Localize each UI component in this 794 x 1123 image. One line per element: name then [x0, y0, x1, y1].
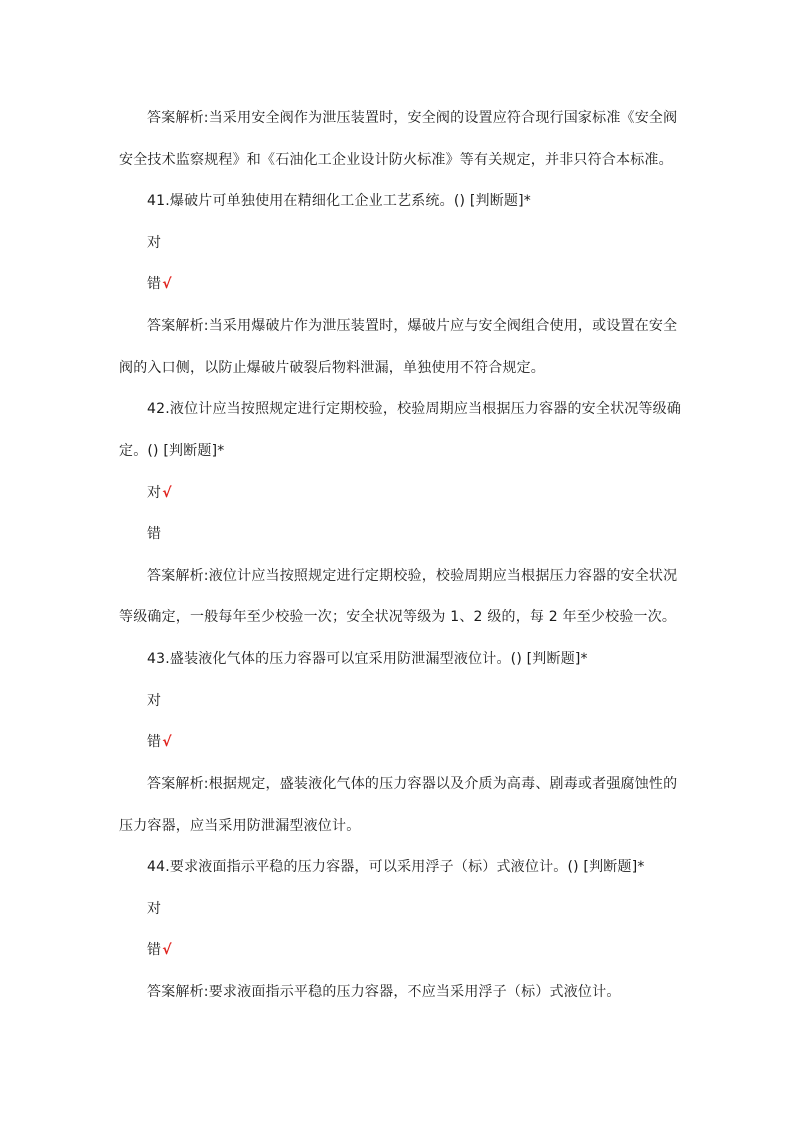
question-41-option-a[interactable] [147, 233, 161, 253]
question-44: 44.要求液面指示平稳的压力容器，可以采用浮子（标）式液位计。() [判断题]* [147, 859, 645, 875]
analysis-41-line-1: 答案解析:当采用爆破片作为泄压装置时，爆破片应与安全阀组合使用，或设置在安全 [147, 318, 678, 334]
question-42-line-2: 定。() [判断题]* [119, 443, 225, 459]
check-mark-icon: √ [162, 734, 172, 750]
analysis-43-line-1: 答案解析:根据规定，盛装液化气体的压力容器以及介质为高毒、剧毒或者强腐蚀性的 [147, 776, 678, 792]
check-mark-icon: √ [162, 942, 172, 958]
analysis-44-line-1: 答案解析:要求液面指示平稳的压力容器，不应当采用浮子（标）式液位计。 [147, 984, 621, 1000]
question-43: 43.盛装液化气体的压力容器可以宜采用防泄漏型液位计。() [判断题]* [147, 651, 588, 667]
option-label: 错 [147, 526, 162, 542]
analysis-42-line-2: 等级确定，一般每年至少校验一次；安全状况等级为 1、2 级的，每 2 年至少校验一次。 [119, 609, 677, 625]
analysis-40-line-1: 答案解析:当采用安全阀作为泄压装置时，安全阀的设置应符合现行国家标准《安全阀 [147, 110, 678, 126]
analysis-41-line-2: 阀的入口侧，以防止爆破片破裂后物料泄漏，单独使用不符合规定。 [119, 360, 545, 376]
option-label: 对 [147, 693, 162, 709]
question-43-option-b[interactable] [147, 732, 172, 752]
option-label: 错 [147, 734, 162, 750]
option-label: 错 [147, 276, 162, 292]
question-41: 41.爆破片可单独使用在精细化工企业工艺系统。() [判断题]* [147, 193, 531, 209]
option-label: 错 [147, 942, 162, 958]
question-44-option-b[interactable] [147, 940, 172, 960]
analysis-42-line-1: 答案解析:液位计应当按照规定进行定期校验，校验周期应当根据压力容器的安全状况 [147, 568, 678, 584]
option-label: 对 [147, 235, 162, 251]
question-43-option-a[interactable] [147, 691, 161, 711]
check-mark-icon: √ [162, 485, 172, 501]
question-41-option-b[interactable] [147, 274, 172, 294]
question-42-line-1: 42.液位计应当按照规定进行定期校验，校验周期应当根据压力容器的安全状况等级确 [147, 401, 682, 417]
analysis-43-line-2: 压力容器，应当采用防泄漏型液位计。 [119, 818, 361, 834]
analysis-40-line-2: 安全技术监察规程》和《石油化工企业设计防火标准》等有关规定，并非只符合本标准。 [119, 152, 673, 168]
question-42-option-a[interactable] [147, 483, 172, 503]
option-label: 对 [147, 485, 162, 501]
option-label: 对 [147, 901, 162, 917]
question-44-option-a[interactable] [147, 899, 161, 919]
question-42-option-b[interactable] [147, 524, 161, 544]
check-mark-icon: √ [162, 276, 172, 292]
